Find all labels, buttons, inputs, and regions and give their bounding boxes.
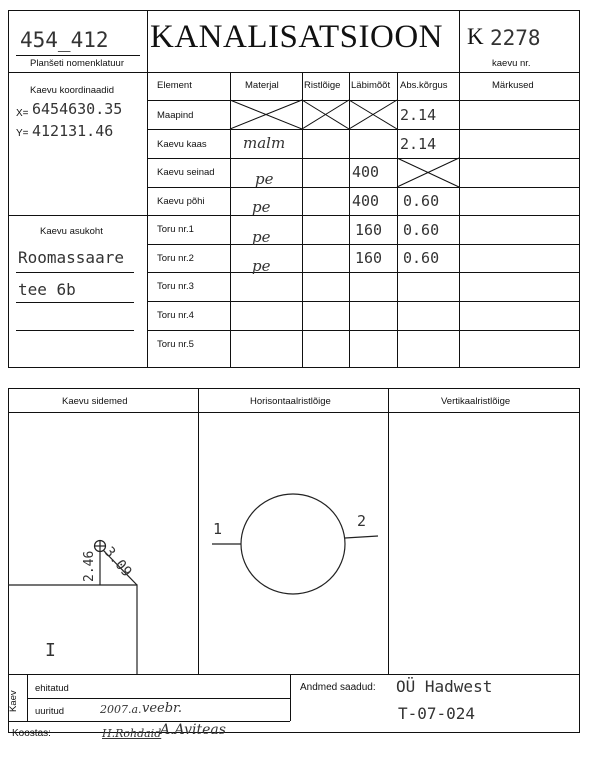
table-cell-element: Maapind <box>157 110 194 121</box>
table-cell-element: Toru nr.4 <box>157 310 194 321</box>
table-cell-labimoot: 160 <box>355 249 383 267</box>
col-header-labimoot: Läbimõõt <box>351 80 391 91</box>
location-line2: tee 6b <box>18 280 76 299</box>
section-horizontal-title: Horisontaalristlõige <box>250 396 331 407</box>
page-title: KANALISATSIOON <box>150 19 443 55</box>
divider <box>8 721 290 722</box>
table-cell-materjal: pe <box>252 198 271 216</box>
table-cell-labimoot: 400 <box>352 192 380 210</box>
data-code: T-07-024 <box>398 704 476 723</box>
pipe-1-label: 1 <box>213 520 223 538</box>
section-vertical-title: Vertikaalristlõige <box>441 396 511 407</box>
section-ties-title: Kaevu sidemed <box>62 396 128 407</box>
table-cell-element: Kaevu kaas <box>157 139 207 150</box>
col-header-abs: Abs.kõrgus <box>400 80 448 91</box>
built-label: ehitatud <box>35 683 69 694</box>
divider <box>290 674 291 721</box>
coords-y-value: 412131.46 <box>32 122 114 140</box>
table-cell-materjal: pe <box>252 257 271 275</box>
table-cell-abs: 2.14 <box>400 135 437 153</box>
col-header-markused: Märkused <box>492 80 534 91</box>
table-cell-element: Toru nr.2 <box>157 253 194 264</box>
table-cell-element: Kaevu seinad <box>157 167 215 178</box>
coords-y-prefix: Y= <box>16 128 29 139</box>
table-cell-materjal: pe <box>252 228 271 246</box>
surveyed-date: 2007.a. <box>100 703 142 716</box>
table-cell-abs: 0.60 <box>403 221 440 239</box>
table-cell-element: Kaevu põhi <box>157 196 205 207</box>
sheet-label: Planšeti nomenklatuur <box>30 58 124 69</box>
data-company: OÜ Hadwest <box>396 677 493 696</box>
well-prefix: K <box>467 24 484 49</box>
tie-distance-b: 2.46 <box>82 550 97 582</box>
divider <box>27 674 28 721</box>
well-number: 2278 <box>490 26 541 50</box>
sheet-number: 454_412 <box>20 28 109 52</box>
surveyed-label: uuritud <box>35 706 65 717</box>
divider <box>27 698 290 699</box>
table-cell-abs: 2.14 <box>400 106 437 124</box>
building-corner-mark: I <box>45 640 56 661</box>
table-cell-element: Toru nr.3 <box>157 281 194 292</box>
table-cell-element: Toru nr.1 <box>157 224 194 235</box>
compiled-signature: A.Aviteas <box>160 722 226 738</box>
col-header-materjal: Materjal <box>245 80 279 91</box>
coords-x-prefix: X= <box>16 108 29 119</box>
table-cell-element: Toru nr.5 <box>157 339 194 350</box>
table-cell-labimoot: 160 <box>355 221 383 239</box>
kaev-label: Kaev <box>8 690 19 712</box>
location-line1: Roomassaare <box>18 248 124 267</box>
well-label: kaevu nr. <box>492 58 531 69</box>
table-cell-materjal: malm <box>243 134 286 152</box>
table-cell-abs: 0.60 <box>403 249 440 267</box>
col-header-ristloige: Ristlõige <box>304 80 341 91</box>
table-cell-abs: 0.60 <box>403 192 440 210</box>
table-cell-labimoot: 400 <box>352 163 380 181</box>
surveyed-month: veebr. <box>142 701 182 716</box>
location-label: Kaevu asukoht <box>40 226 103 237</box>
tie-distance-a: 3.09 <box>100 544 135 581</box>
pipe-2-label: 2 <box>357 512 367 530</box>
compiled-name: H.Rohdaid <box>102 727 162 740</box>
col-header-element: Element <box>157 80 192 91</box>
table-cell-materjal: pe <box>255 170 274 188</box>
data-label: Andmed saadud: <box>300 682 376 693</box>
divider <box>8 674 580 675</box>
coords-label: Kaevu koordinaadid <box>30 85 114 96</box>
compiled-label: Koostas: <box>12 728 51 739</box>
coords-x-value: 6454630.35 <box>32 100 123 118</box>
